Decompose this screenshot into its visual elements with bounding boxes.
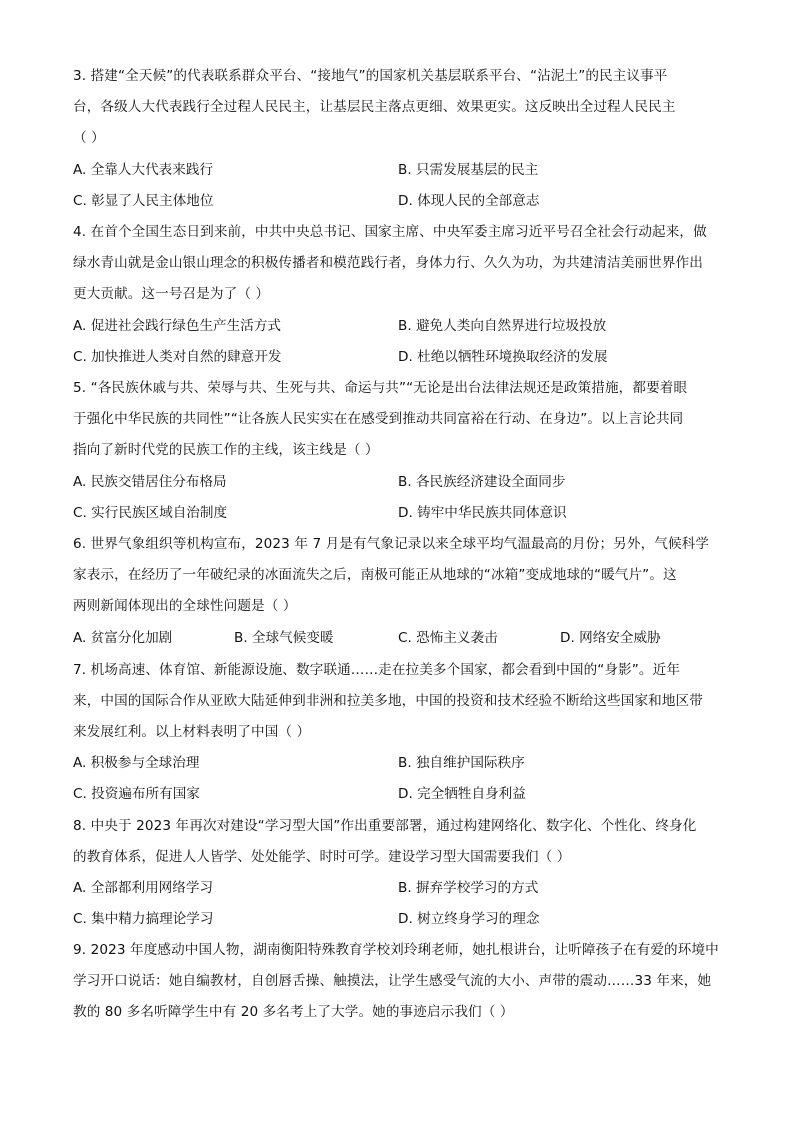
question-5-stem-line-1: 5. “各民族休戚与共、荣辱与共、生死与共、命运与共”“无论是出台法律法规还是政策措施，都要着眼	[73, 380, 688, 396]
question-8-option-c: C. 集中精力搞理论学习	[73, 911, 214, 927]
question-5-option-b: B. 各民族经济建设全面同步	[398, 474, 566, 490]
question-3-stem-line-2: 台，各级人大代表践行全过程人民民主，让基层民主落点更细、效果更实。这反映出全过程人民民主	[73, 99, 676, 115]
question-3-option-a: A. 全靠人大代表来践行	[73, 162, 214, 178]
question-4-stem-line-1: 4. 在首个全国生态日到来前，中共中央总书记、国家主席、中央军委主席习近平号召全社会行动起来，做	[73, 224, 707, 240]
question-6-option-d: D. 网络安全威胁	[560, 630, 661, 646]
question-8-stem-line-2: 的教育体系，促进人人皆学、处处能学、时时可学。建设学习型大国需要我们（ ）	[73, 849, 571, 865]
question-9-stem-line-1: 9. 2023 年度感动中国人物，湖南衡阳特殊教育学校刘玲琍老师，她扎根讲台，让听障孩子在有爱的环境中	[73, 942, 719, 958]
question-5-option-a: A. 民族交错居住分布格局	[73, 474, 227, 490]
question-8-stem-line-1: 8. 中央于 2023 年再次对建设“学习型大国”作出重要部署，通过构建网络化、数字化、个性化、终身化	[73, 818, 697, 834]
question-6-stem-line-1: 6. 世界气象组织等机构宣布，2023 年 7 月是有气象记录以来全球平均气温最高的月份；另外，气候科学	[73, 536, 710, 552]
question-5-stem-line-2: 于强化中华民族的共同性”“让各族人民实实在在感受到推动共同富裕在行动、在身边”。以上言论共同	[73, 411, 684, 427]
question-3-option-d: D. 体现人民的全部意志	[398, 193, 540, 209]
question-7-option-c: C. 投资遍布所有国家	[73, 786, 200, 802]
question-5-stem-line-3: 指向了新时代党的民族工作的主线，该主线是（ ）	[73, 442, 379, 458]
question-6-option-b: B. 全球气候变暖	[234, 630, 334, 646]
question-4-option-b: B. 避免人类向自然界进行垃圾投放	[398, 318, 607, 334]
question-5-option-d: D. 铸牢中华民族共同体意识	[398, 505, 567, 521]
question-4-stem-line-3: 更大贡献。这一号召是为了（ ）	[73, 286, 270, 302]
question-4-option-d: D. 杜绝以牺牲环境换取经济的发展	[398, 349, 608, 365]
question-6-option-c: C. 恐怖主义袭击	[398, 630, 498, 646]
question-7-option-a: A. 积极参与全球治理	[73, 755, 200, 771]
question-4-stem-line-2: 绿水青山就是金山银山理念的积极传播者和模范践行者，身体力行、久久为功，为共建清洁美丽世界作出	[73, 255, 703, 271]
question-7-stem-line-1: 7. 机场高速、体育馆、新能源设施、数字联通……走在拉美多个国家，都会看到中国的“身影”。近年	[73, 662, 681, 678]
question-7-stem-line-2: 来，中国的国际合作从亚欧大陆延伸到非洲和拉美多地，中国的投资和技术经验不断给这些国家和地区带	[73, 693, 703, 709]
question-4-option-c: C. 加快推进人类对自然的肆意开发	[73, 349, 282, 365]
question-3-option-c: C. 彰显了人民主体地位	[73, 193, 214, 209]
question-3-option-b: B. 只需发展基层的民主	[398, 162, 539, 178]
question-6-stem-line-2: 家表示，在经历了一年破纪录的冰面流失之后，南极可能正从地球的“冰箱”变成地球的“暖气片”。这	[73, 567, 677, 583]
question-7-option-b: B. 独自维护国际秩序	[398, 755, 525, 771]
question-8-option-b: B. 摒弃学校学习的方式	[398, 880, 539, 896]
question-4-option-a: A. 促进社会践行绿色生产生活方式	[73, 318, 282, 334]
question-9-stem-line-2: 学习开口说话：她自编教材，自创唇舌操、触摸法，让学生感受气流的大小、声带的震动……33 年来，她	[73, 973, 712, 989]
question-5-option-c: C. 实行民族区域自治制度	[73, 505, 228, 521]
question-6-stem-line-3: 两则新闻体现出的全球性问题是（ ）	[73, 598, 297, 614]
question-3-stem-line-3: （ ）	[73, 130, 105, 146]
question-3-stem-line-1: 3. 搭建“全天候”的代表联系群众平台、“接地气”的国家机关基层联系平台、“沾泥土”的民主议事平	[73, 68, 668, 84]
question-7-option-d: D. 完全牺牲自身利益	[398, 786, 526, 802]
question-8-option-a: A. 全部都利用网络学习	[73, 880, 214, 896]
question-6-option-a: A. 贫富分化加剧	[73, 630, 173, 646]
question-8-option-d: D. 树立终身学习的理念	[398, 911, 540, 927]
question-9-stem-line-3: 教的 80 多名听障学生中有 20 多名考上了大学。她的事迹启示我们（ ）	[73, 1004, 514, 1020]
question-7-stem-line-3: 来发展红利。以上材料表明了中国（ ）	[73, 724, 311, 740]
